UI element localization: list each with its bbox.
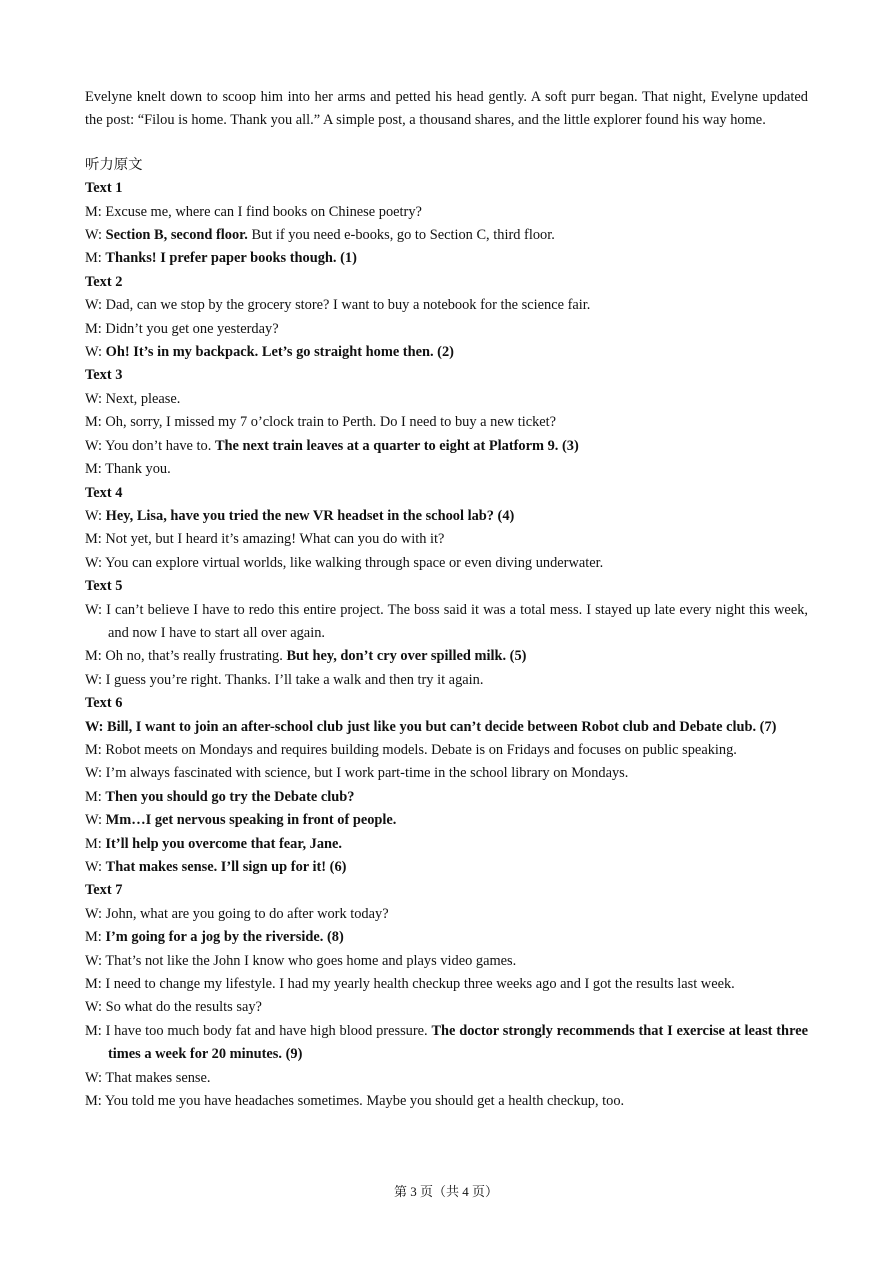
speaker-label: M: <box>85 414 106 431</box>
dialogue-text: Dad, can we stop by the grocery store? I want to buy a notebook for the science fair. <box>105 297 591 314</box>
answer-key-text: I’m going for a jog by the riverside. (8) <box>105 929 344 946</box>
document-page <box>85 86 808 1113</box>
text-block <box>85 692 808 879</box>
dialogue-text: That’s not like the John I know who goes home and plays video games. <box>105 952 517 969</box>
answer-key-text: Hey, Lisa, have you tried the new VR headset in the school lab? (4) <box>105 507 515 524</box>
speaker-label: M: <box>85 835 106 852</box>
dialogue-line <box>85 388 808 411</box>
dialogue-text: Oh no, that’s really frustrating. <box>105 648 287 665</box>
text-block <box>85 271 808 365</box>
speaker-label: W: <box>85 227 106 244</box>
speaker-label: W: <box>85 905 106 922</box>
dialogue-text: Next, please. <box>105 390 181 407</box>
speaker-label: W: <box>85 999 106 1016</box>
dialogue-text: You told me you have headaches sometimes. Maybe you should get a health checkup, too. <box>104 1093 625 1110</box>
answer-key-text: Oh! It’s in my backpack. Let’s go straight home then. (2) <box>105 344 454 361</box>
speaker-label: M: <box>85 929 106 946</box>
dialogue-line <box>85 809 808 832</box>
dialogue-text: So what do the results say? <box>105 999 262 1016</box>
speaker-label: M: <box>85 461 106 478</box>
dialogue-text: Oh, sorry, I missed my 7 o’clock train to Perth. Do I need to buy a new ticket? <box>105 414 557 431</box>
dialogue-line <box>85 950 808 973</box>
transcript <box>85 177 808 1113</box>
text-heading: Text 4 <box>85 484 123 501</box>
dialogue-text: I’m always fascinated with science, but I work part-time in the school library on Mondays. <box>105 765 629 782</box>
speaker-label: M: <box>85 788 106 805</box>
speaker-label: W: <box>85 859 106 875</box>
dialogue-text: Excuse me, where can I find books on Chinese poetry? <box>105 203 422 220</box>
answer-key-text: Section B, second floor. <box>105 227 248 244</box>
dialogue-line <box>85 247 808 270</box>
speaker-label: W: <box>85 297 106 314</box>
speaker-label: M: <box>85 976 106 993</box>
speaker-label: W: <box>85 344 106 361</box>
dialogue-line <box>85 224 808 247</box>
dialogue-line <box>85 294 808 317</box>
dialogue-line <box>85 645 808 668</box>
speaker-label: W: <box>85 718 107 735</box>
dialogue-line <box>85 1090 808 1113</box>
dialogue-text: I need to change my lifestyle. I had my yearly health checkup three weeks ago and I got the results last week. <box>105 976 735 993</box>
dialogue-line <box>85 318 808 341</box>
answer-key-text: Then you should go try the Debate club? <box>105 788 355 805</box>
speaker-label: W: <box>85 812 106 829</box>
answer-key-text: It’ll help you overcome that fear, Jane. <box>105 835 343 852</box>
dialogue-line <box>85 833 808 856</box>
dialogue-line <box>85 669 808 692</box>
text-heading: Text 7 <box>85 882 123 899</box>
dialogue-line <box>85 411 808 434</box>
dialogue-line <box>85 341 808 364</box>
answer-key-text: Thanks! I prefer paper books though. (1) <box>105 250 357 267</box>
speaker-label: M: <box>85 1093 105 1110</box>
section-title: 听力原文 <box>85 156 143 173</box>
answer-key-text: Mm…I get nervous speaking in front of people. <box>105 812 397 829</box>
dialogue-text: I guess you’re right. Thanks. I’ll take a walk and then try it again. <box>105 671 484 688</box>
dialogue-text: I can’t believe I have to redo this entire project. The boss said it was a total mess. I stayed up late every night this week, and now I have to start all over again. <box>106 601 808 641</box>
dialogue-text: John, what are you going to do after work today? <box>105 905 389 922</box>
speaker-label: M: <box>85 648 106 665</box>
answer-key-text: But hey, don’t cry over spilled milk. (5) <box>286 648 527 665</box>
dialogue-line <box>85 458 808 481</box>
text-block <box>85 879 808 1113</box>
dialogue-line <box>85 973 808 996</box>
text-block <box>85 575 808 692</box>
text-block <box>85 364 808 481</box>
dialogue-line <box>85 1067 808 1090</box>
dialogue-line <box>85 505 808 528</box>
dialogue-line <box>85 903 808 926</box>
dialogue-text: I have too much body fat and have high blood pressure. <box>105 1022 432 1039</box>
dialogue-text: Not yet, but I heard it’s amazing! What can you do with it? <box>105 531 445 548</box>
intro-paragraph: Evelyne knelt down to scoop him into her arms and petted his head gently. A soft purr began. That night, Evelyne updated the post: “Filou is home. Thank you all.” A simple post, a thousand shares, and the little explorer found his way home. <box>85 89 808 129</box>
dialogue-line <box>85 739 808 762</box>
speaker-label: M: <box>85 203 106 220</box>
text-heading: Text 2 <box>85 273 123 290</box>
dialogue-line <box>85 435 808 458</box>
dialogue-line <box>85 599 808 646</box>
page-footer: 第 3 页（共 4 页） <box>393 1184 498 1199</box>
dialogue-text: You can explore virtual worlds, like walking through space or even diving underwater. <box>105 554 604 571</box>
dialogue-text: That makes sense. <box>105 1069 211 1086</box>
dialogue-line <box>85 786 808 809</box>
speaker-label: M: <box>85 531 106 548</box>
dialogue-text: Didn’t you get one yesterday? <box>105 320 279 337</box>
dialogue-line <box>85 856 808 879</box>
dialogue-line <box>85 716 808 739</box>
answer-key-text: The next train leaves at a quarter to eight at Platform 9. (3) <box>214 437 579 454</box>
text-block <box>85 177 808 271</box>
dialogue-line <box>85 1020 808 1067</box>
speaker-label: M: <box>85 320 106 337</box>
dialogue-text: But if you need e-books, go to Section C, third floor. <box>247 227 555 244</box>
text-heading: Text 1 <box>85 180 123 197</box>
speaker-label: W: <box>85 1069 106 1086</box>
dialogue-text: Thank you. <box>105 461 171 478</box>
speaker-label: W: <box>85 437 106 454</box>
dialogue-text: You don’t have to. <box>105 437 215 454</box>
speaker-label: M: <box>85 1022 106 1039</box>
dialogue-line <box>85 996 808 1019</box>
speaker-label: M: <box>85 741 106 758</box>
dialogue-line <box>85 762 808 785</box>
speaker-label: W: <box>85 952 106 969</box>
speaker-label: W: <box>85 390 106 407</box>
speaker-label: W: <box>85 507 106 524</box>
text-heading: Text 3 <box>85 367 123 384</box>
dialogue-line <box>85 201 808 224</box>
answer-key-text: That makes sense. I’ll sign up for it! (6) <box>105 859 347 875</box>
dialogue-text: Robot meets on Mondays and requires building models. Debate is on Fridays and focuses on public speaking. <box>105 741 737 758</box>
speaker-label: W: <box>85 601 107 618</box>
answer-key-text: Bill, I want to join an after-school club just like you but can’t decide between Robot club and Debate club. (7) <box>107 718 777 735</box>
speaker-label: W: <box>85 554 106 571</box>
text-block <box>85 482 808 576</box>
speaker-label: W: <box>85 671 106 688</box>
text-heading: Text 6 <box>85 695 123 712</box>
dialogue-line <box>85 552 808 575</box>
dialogue-line <box>85 926 808 949</box>
speaker-label: W: <box>85 765 106 782</box>
answer-key-text: The doctor strongly recommends that I exercise at least three times a week for 20 minutes. (9) <box>108 1022 808 1063</box>
dialogue-line <box>85 528 808 551</box>
text-heading: Text 5 <box>85 578 123 595</box>
speaker-label: M: <box>85 250 106 267</box>
